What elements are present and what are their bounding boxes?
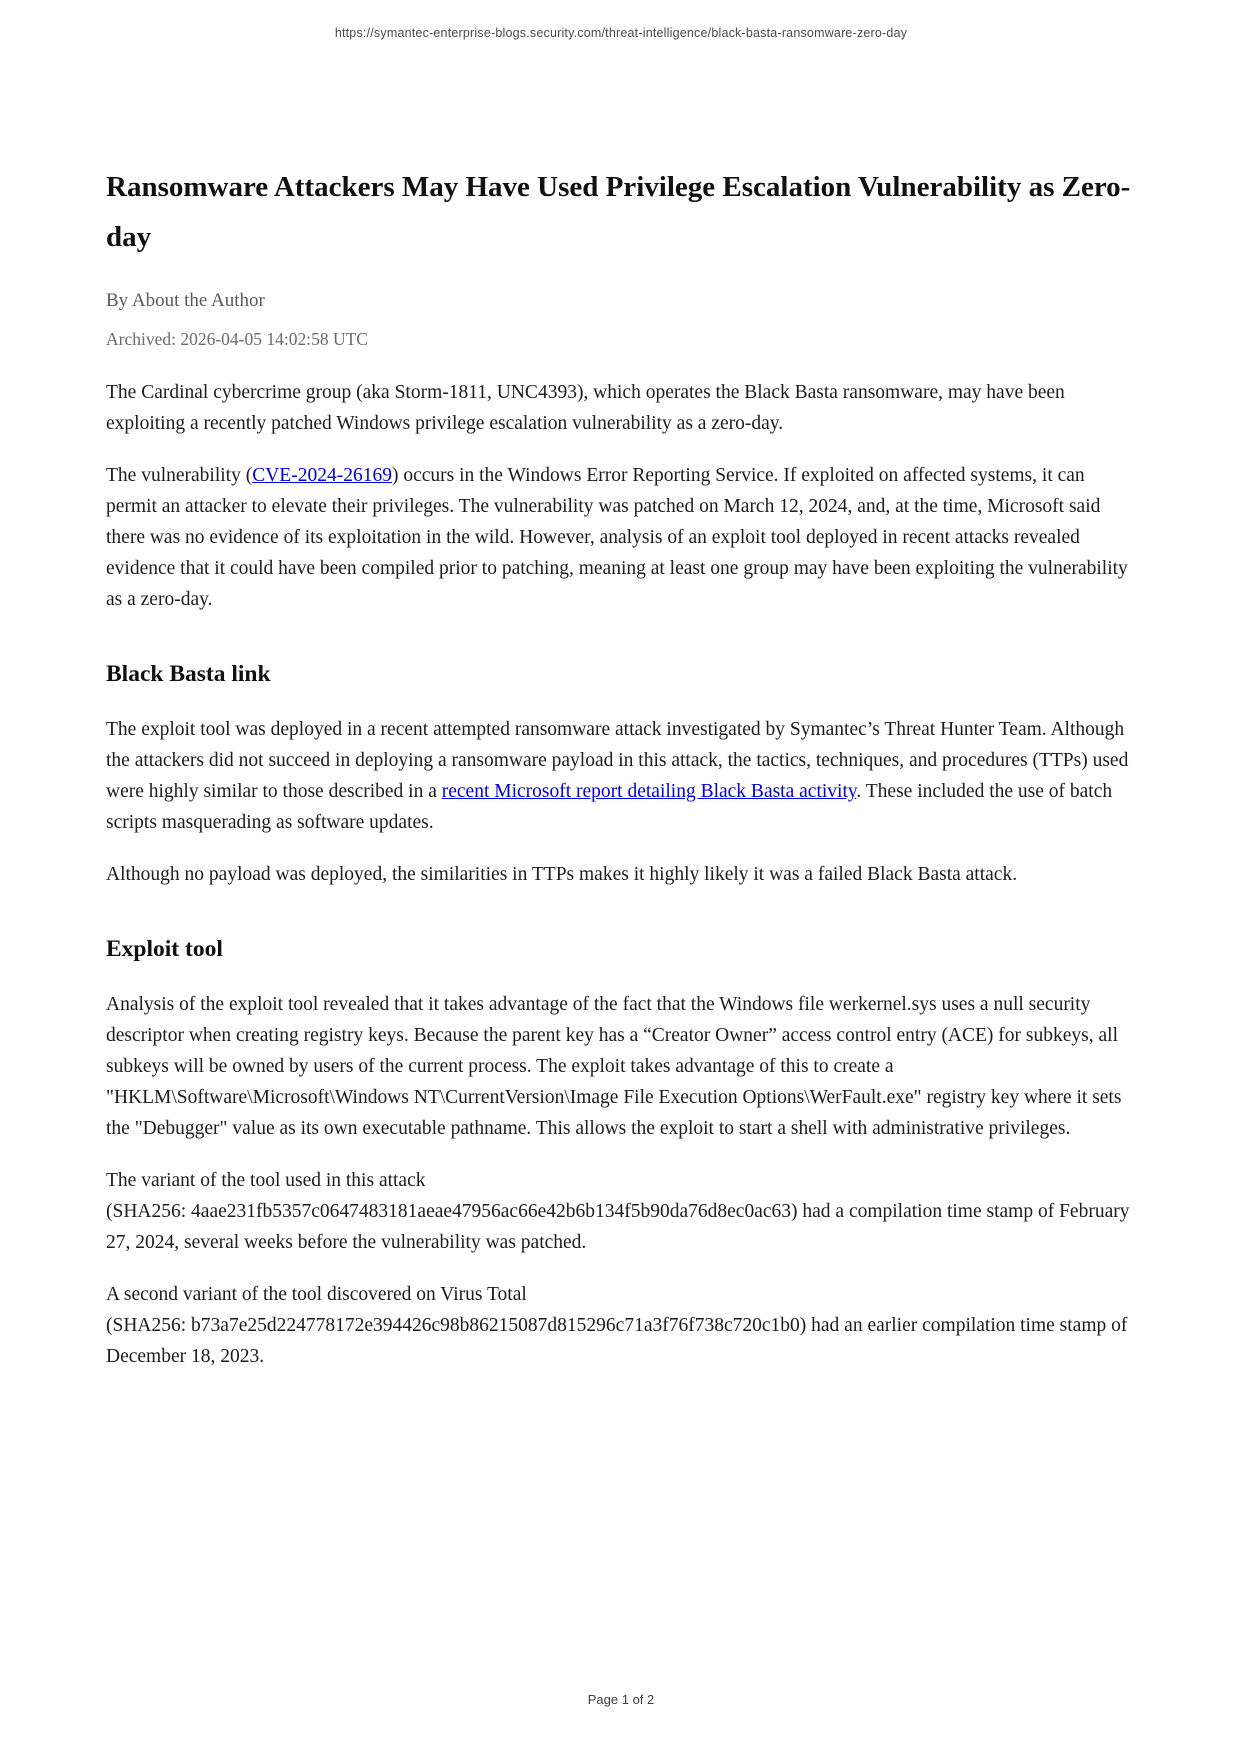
archived-timestamp: Archived: 2026-04-05 14:02:58 UTC [106,329,368,349]
paragraph-variant-two [106,1279,1136,1372]
paragraph-variant-two-line1: A second variant of the tool discovered on Virus Total [106,1284,527,1305]
paragraph-intro-text: The Cardinal cybercrime group (aka Storm-1811, UNC4393), which operates the Black Basta ransomware, may have been exploiting a recently patched Windows privilege escalation vulnerability as a zero-day. [106,382,1065,434]
microsoft-report-link[interactable]: recent Microsoft report detailing Black Basta activity [441,781,857,802]
paragraph-intro [106,377,1136,439]
paragraph-black-basta-text-after: . These included the use of batch scripts masquerading as software updates. [106,781,1113,833]
byline: By About the Author [106,290,265,311]
source-url: https://symantec-enterprise-blogs.security.com/threat-intelligence/black-basta-ransomware-zero-day [334,26,908,40]
section-heading-exploit-tool: Exploit tool [106,936,223,962]
article-title: Ransomware Attackers May Have Used Privilege Escalation Vulnerability as Zero-day [106,171,1131,253]
article [0,162,1242,1372]
paragraph-vulnerability [106,460,1136,615]
paragraph-vulnerability-text-after: ) occurs in the Windows Error Reporting Service. If exploited on affected systems, it can permit an attacker to elevate their privileges. The vulnerability was patched on March 12, 2024, and, at the time, Microsoft said there was no evidence of its exploitation in the wild. However, analysis of an exploit tool deployed in recent attacks revealed evidence that it could have been compiled prior to patching, meaning at least one group may have been exploiting the vulnerability as a zero-day. [106,465,1128,610]
print-header [0,0,1242,40]
page-number-footer [0,1692,1242,1707]
page-number: Page 1 of 2 [587,1692,655,1707]
paragraph-variant-one [106,1165,1136,1258]
paragraph-failed-attack [106,859,1136,890]
paragraph-variant-two-line2: (SHA256: b73a7e25d224778172e394426c98b86215087d815296c71a3f76f738c720c1b0) had an earlier compilation time stamp of December 18, 2023. [106,1315,1128,1367]
section-heading-black-basta-link: Black Basta link [106,661,271,687]
paragraph-black-basta [106,714,1136,838]
paragraph-black-basta-text-before: The exploit tool was deployed in a recent attempted ransomware attack investigated by Symantec’s Threat Hunter Team. Although the attackers did not succeed in deploying a ransomware payload in this attack, the tactics, techniques, and procedures (TTPs) used were highly similar to those described in a [106,719,1129,802]
paragraph-variant-one-line1: The variant of the tool used in this attack [106,1170,426,1191]
paragraph-failed-attack-text: Although no payload was deployed, the similarities in TTPs makes it highly likely it was a failed Black Basta attack. [106,864,1018,885]
paragraph-vulnerability-text-before: The vulnerability ( [106,465,253,486]
cve-link[interactable]: CVE-2024-26169 [252,465,392,486]
paragraph-exploit-analysis [106,989,1136,1144]
paragraph-variant-one-line2: (SHA256: 4aae231fb5357c0647483181aeae47956ac66e42b6b134f5b90da76d8ec0ac63) had a compilation time stamp of February 27, 2024, several weeks before the vulnerability was patched. [106,1201,1130,1253]
paragraph-exploit-analysis-text: Analysis of the exploit tool revealed that it takes advantage of the fact that the Windows file werkernel.sys uses a null security descriptor when creating registry keys. Because the parent key has a “Creator Owner” access control entry (ACE) for subkeys, all subkeys will be owned by users of the current process. The exploit takes advantage of this to create a "HKLM\Software\Microsoft\Windows NT\CurrentVersion\Image File Execution Options\WerFault.exe" registry key where it sets the "Debugger" value as its own executable pathname. This allows the exploit to start a shell with administrative privileges. [106,994,1122,1139]
